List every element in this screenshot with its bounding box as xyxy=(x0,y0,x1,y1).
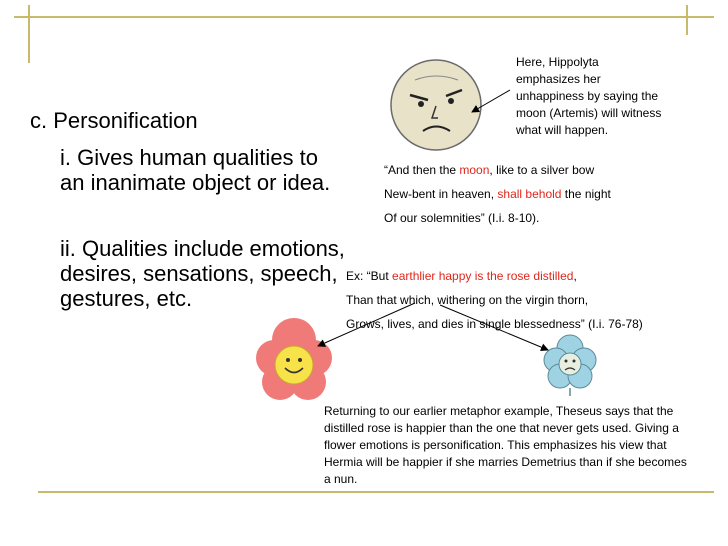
arrow-to-sad-flower xyxy=(440,305,548,350)
heading-letter: c. xyxy=(30,108,48,133)
sad-flower-icon xyxy=(544,335,596,396)
happy-flower-icon xyxy=(256,318,332,400)
theseus-note: Returning to our earlier metaphor example, Theseus says that the distilled rose is happier than the one that never gets used. Giving a flower emotions is personification. This emphasizes his view that Hermia will be happier if she marries Demetrius than if she becomes a nun. xyxy=(324,404,687,486)
arrow-to-happy-flower xyxy=(318,303,415,346)
moon-quote-line-3: Of our solemnities” (I.i. 8-10). xyxy=(384,211,540,225)
rose-quote-line-2: Than that which, withering on the virgin thorn, xyxy=(346,293,589,307)
heading-text: Personification xyxy=(53,108,198,133)
point-qualities: ii. Qualities include emotions, desires, sensations, speech, gestures, etc. xyxy=(60,236,345,311)
moon-quote-line-1: “And then the moon, like to a silver bow xyxy=(384,163,595,177)
point-definition: i. Gives human qualities to an inanimate object or idea. xyxy=(60,145,331,195)
hippolyta-note: Here, Hippolyta emphasizes her unhappiness by saying the moon (Artemis) will witness what will happen. xyxy=(516,55,662,137)
rose-quote-line-3: Grows, lives, and dies in single blessedness” (I.i. 76-78) xyxy=(346,317,643,331)
rose-quote-line-1: Ex: “But earthlier happy is the rose distilled, xyxy=(346,269,577,283)
angry-moon-face-icon xyxy=(391,60,481,150)
moon-quote-line-2: New-bent in heaven, shall behold the night xyxy=(384,187,611,201)
